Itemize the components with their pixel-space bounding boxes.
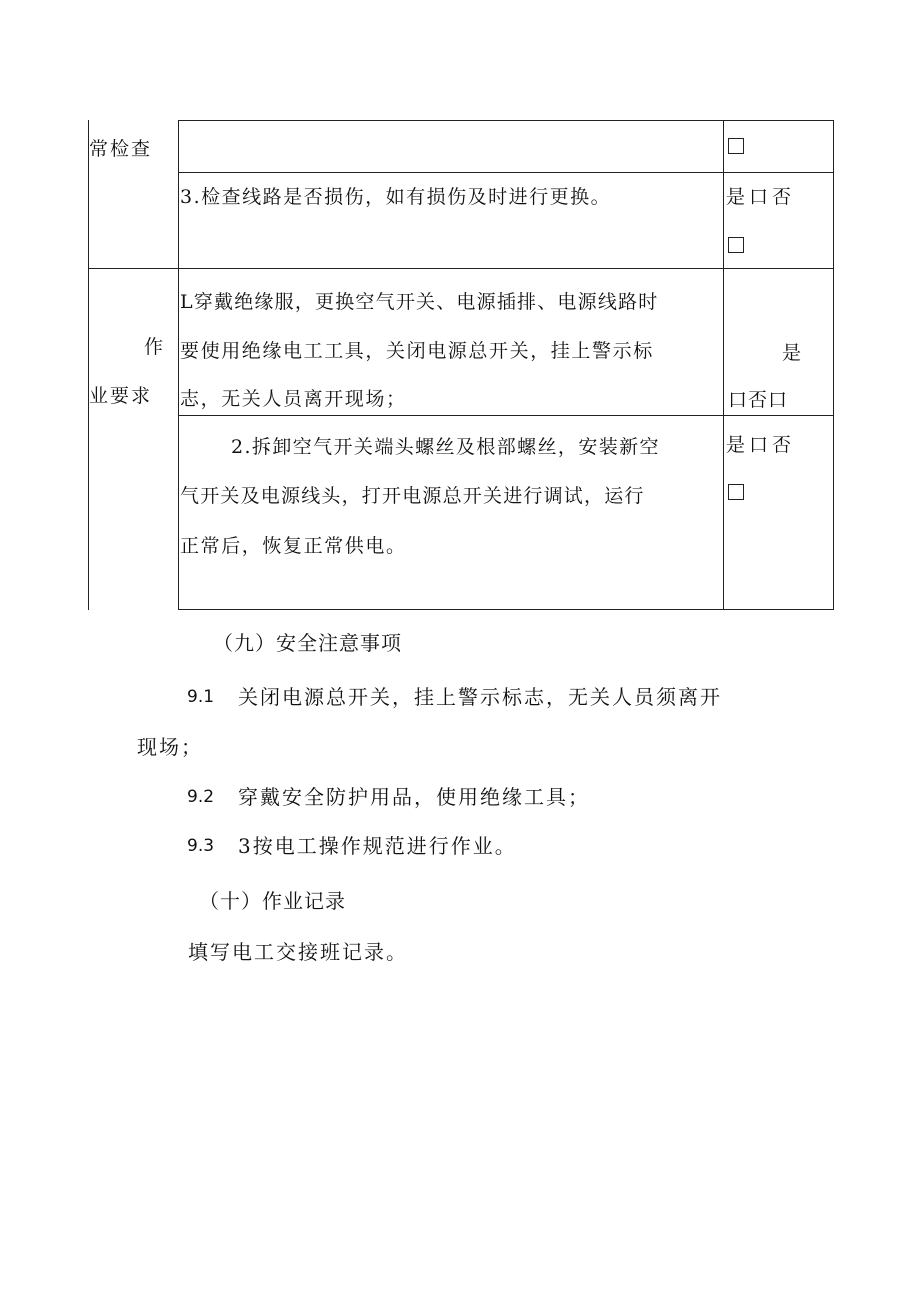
row-label-work-req-1: 作 bbox=[144, 336, 166, 358]
table-row-divider-3 bbox=[178, 415, 834, 416]
item-9-1-text: 关闭电源总开关，挂上警示标志，无关人员须离开 bbox=[238, 685, 722, 709]
table-left-border bbox=[88, 120, 89, 610]
item3-check-label: 是口否 bbox=[726, 186, 796, 208]
checkbox-item2[interactable] bbox=[728, 484, 744, 500]
checkbox-row0[interactable] bbox=[728, 138, 744, 154]
item2-line-3: 正常后，恢复正常供电。 bbox=[180, 535, 407, 557]
item2-line-1: 2.拆卸空气开关端头螺丝及根部螺丝，安装新空 bbox=[231, 436, 660, 458]
checkbox-item3[interactable] bbox=[728, 237, 744, 253]
item1-check-yes: 是 bbox=[782, 342, 804, 364]
table-col-divider-2 bbox=[723, 120, 724, 610]
item2-line-2: 气开关及电源线头，打开电源总开关进行调试，运行 bbox=[180, 485, 645, 507]
item1-line-1: L穿戴绝缘服，更换空气开关、电源插排、电源线路时 bbox=[180, 291, 659, 313]
table-bottom-border bbox=[178, 609, 834, 610]
row-label-routine-check: 常检查 bbox=[89, 138, 153, 160]
item-9-3-number: 9.3 bbox=[187, 836, 215, 856]
item1-line-3: 志，无关人员离开现场； bbox=[180, 388, 407, 410]
table-top-border bbox=[178, 120, 834, 121]
table-right-border bbox=[833, 120, 834, 610]
table-col-divider-1 bbox=[178, 120, 179, 610]
item1-check-no: 口否口 bbox=[728, 389, 789, 411]
section10-body: 填写电工交接班记录。 bbox=[188, 940, 408, 964]
item2-check-label: 是口否 bbox=[726, 434, 796, 456]
item-9-1-number: 9.1 bbox=[187, 687, 215, 707]
item-9-1-continuation: 现场； bbox=[137, 735, 203, 759]
item1-line-2: 要使用绝缘电工工具，关闭电源总开关，挂上警示标 bbox=[180, 340, 654, 362]
table-row-divider-1 bbox=[178, 172, 834, 173]
item-9-3-text: 3按电工操作规范进行作业。 bbox=[238, 834, 517, 858]
row-label-work-req-2: 业要求 bbox=[89, 385, 153, 407]
item-9-2-text: 穿戴安全防护用品，使用绝缘工具； bbox=[238, 785, 590, 809]
section9-heading: （九）安全注意事项 bbox=[213, 631, 402, 655]
section10-heading: （十）作业记录 bbox=[199, 889, 346, 913]
item3-text: 3.检查线路是否损伤，如有损伤及时进行更换。 bbox=[180, 186, 612, 208]
item-9-2-number: 9.2 bbox=[187, 787, 215, 807]
